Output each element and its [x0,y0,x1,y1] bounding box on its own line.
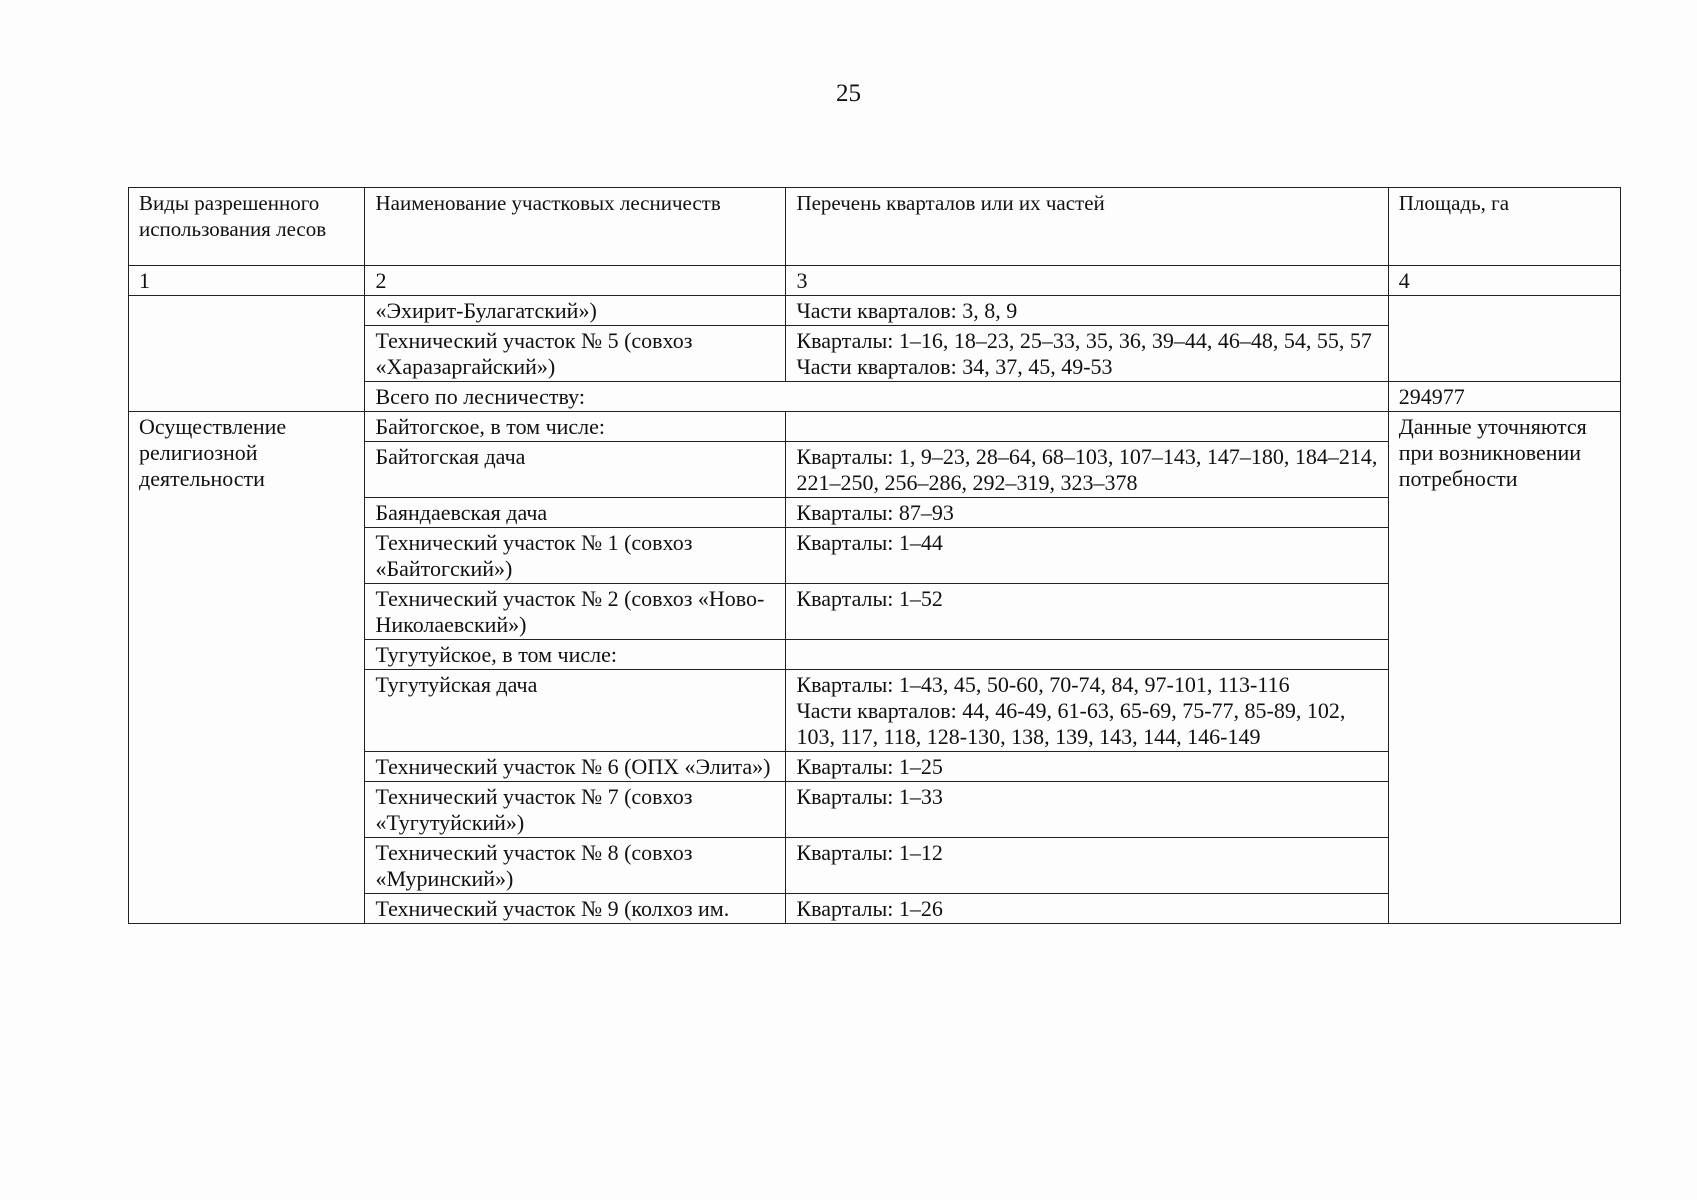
forestry-name-cell: Технический участок № 5 (совхоз «Харазаргайский») [365,326,786,382]
area-note-cell: Данные уточняются при возникновении потребности [1388,412,1620,924]
forestry-name-cell: Технический участок № 6 (ОПХ «Элита») [365,752,786,782]
quarter-list-cell: Кварталы: 1, 9–23, 28–64, 68–103, 107–143, 147–180, 184–214, 221–250, 256–286, 292–319, 323–378 [786,442,1388,498]
quarter-list-cell: Кварталы: 1–44 [786,528,1388,584]
total-label: Всего по лесничеству: [365,382,1388,412]
use-type-cell: Осуществление религиозной деятельности [129,412,365,924]
table-row [129,296,1621,326]
quarter-list-cell: Кварталы: 1–26 [786,894,1388,924]
header-forestry-name: Наименование участковых лесничеств [365,188,786,266]
total-area: 294977 [1388,382,1620,412]
forestry-name-cell: «Эхирит-Булагатский») [365,296,786,326]
column-number: 1 [129,266,365,296]
quarter-list-cell [786,670,1388,752]
header-use-type: Виды разрешенного использования лесов [129,188,365,266]
forestry-name-cell: Технический участок № 7 (совхоз «Тугутуйский») [365,782,786,838]
quarter-list-cell: Кварталы: 87–93 [786,498,1388,528]
quarter-list-line: Кварталы: 1–16, 18–23, 25–33, 35, 36, 39–44, 46–48, 54, 55, 57 [796,328,1372,353]
quarter-parts-line: Части кварталов: 44, 46-49, 61-63, 65-69, 75-77, 85-89, 102, 103, 117, 118, 128-130, 138, 139, 143, 144, 146-149 [796,698,1346,749]
forestry-name-cell: Тугутуйское, в том числе: [365,640,786,670]
forestry-name-cell: Технический участок № 9 (колхоз им. [365,894,786,924]
header-quarter-list: Перечень кварталов или их частей [786,188,1388,266]
forest-use-table [128,187,1621,924]
quarter-list-cell: Кварталы: 1–12 [786,838,1388,894]
header-area: Площадь, га [1388,188,1620,266]
column-number-row [129,266,1621,296]
quarter-list-cell: Кварталы: 1–25 [786,752,1388,782]
quarter-list-cell: Части кварталов: 3, 8, 9 [786,296,1388,326]
table-header-row [129,188,1621,266]
forestry-name-cell: Баяндаевская дача [365,498,786,528]
area-cell-empty [1388,296,1620,382]
forestry-name-cell: Технический участок № 8 (совхоз «Муринский») [365,838,786,894]
quarter-list-cell [786,326,1388,382]
column-number: 2 [365,266,786,296]
column-number: 3 [786,266,1388,296]
quarter-list-cell: Кварталы: 1–33 [786,782,1388,838]
table-row [129,412,1621,442]
quarter-parts-line: Части кварталов: 34, 37, 45, 49-53 [796,354,1113,379]
use-type-cell-empty [129,296,365,412]
forestry-name-cell: Байтогская дача [365,442,786,498]
quarter-list-cell-empty [786,640,1388,670]
quarter-list-cell-empty [786,412,1388,442]
quarter-list-cell: Кварталы: 1–52 [786,584,1388,640]
forestry-name-cell: Технический участок № 2 (совхоз «Ново-Николаевский») [365,584,786,640]
forestry-name-cell: Тугутуйская дача [365,670,786,752]
forestry-name-cell: Технический участок № 1 (совхоз «Байтогский») [365,528,786,584]
quarter-list-line: Кварталы: 1–43, 45, 50-60, 70-74, 84, 97-101, 113-116 [796,672,1290,697]
column-number: 4 [1388,266,1620,296]
page-number: 25 [836,80,861,107]
forestry-name-cell: Байтогское, в том числе: [365,412,786,442]
